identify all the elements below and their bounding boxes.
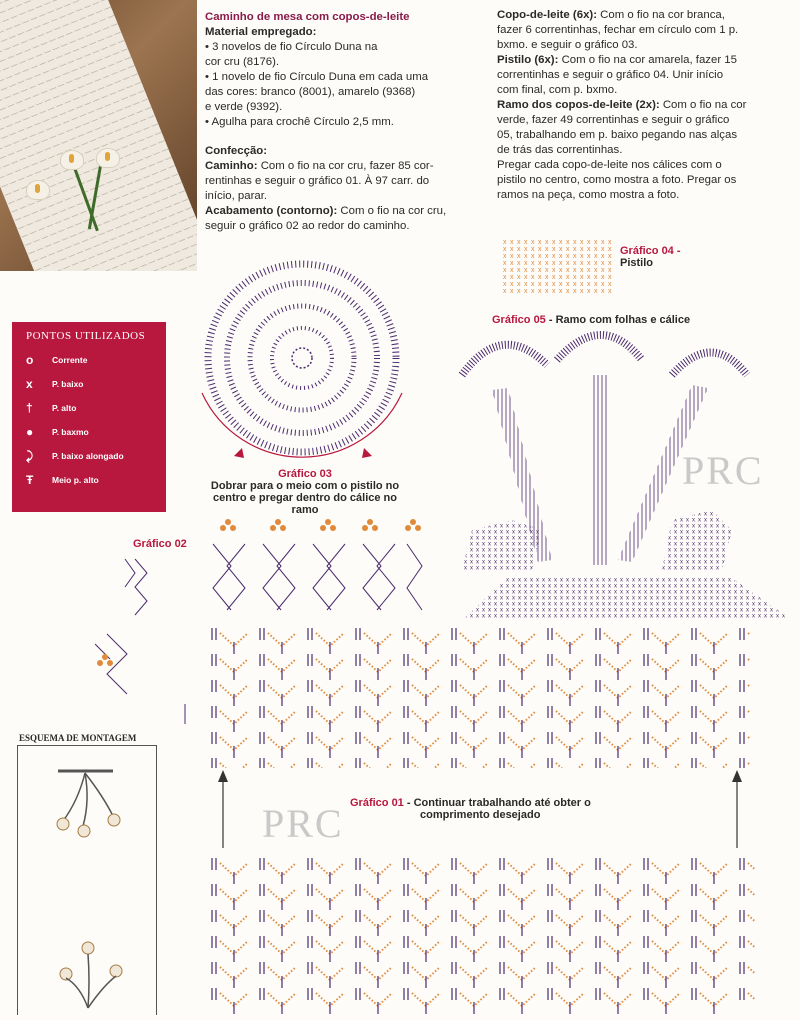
pistilo-text: com final, com p. bxmo. [497, 84, 618, 96]
chart-05-label [492, 314, 690, 326]
material-line: cor cru (8176). [205, 56, 280, 68]
half-double-crochet-icon: Ŧ [26, 473, 34, 487]
chart-03-desc: centro e pregar dentro do cálice no ramo [213, 492, 397, 516]
acabamento-text: seguir o gráfico 02 ao redor do caminho. [205, 220, 410, 232]
copo-text: fazer 6 correntinhas, fechar em círculo com 1 p. [497, 24, 739, 36]
materials-block [205, 10, 490, 234]
material-line: e verde (9392). [205, 101, 283, 113]
assembly-scheme-drawing [18, 746, 156, 1015]
chart-01-upper-grid [210, 628, 750, 768]
confeccao-heading: Confecção: [205, 145, 268, 157]
acabamento-label: Acabamento (contorno): [205, 205, 338, 217]
chart-04-label [620, 245, 681, 269]
caminho-text: início, parar. [205, 190, 268, 202]
chart-05-number: Gráfico 05 [492, 314, 546, 326]
chart-02-number: Gráfico 02 [133, 538, 187, 550]
ramo-text: 05, trabalhando em p. baixo pegando nas alças [497, 129, 738, 141]
chain-stitch-icon: o [26, 353, 34, 367]
pistilo-label: Pistilo (6x): [497, 54, 559, 66]
chart-01-lower-grid [210, 858, 755, 1014]
ramo-text: de trás das correntinhas. [497, 144, 623, 156]
caminho-label: Caminho: [205, 160, 258, 172]
materials-heading: Material empregado: [205, 26, 317, 38]
legend-title: PONTOS UTILIZADOS [26, 330, 146, 342]
chart-01-label [350, 797, 650, 821]
legend-row [26, 372, 166, 396]
legend-label: Meio p. alto [52, 475, 99, 485]
legend-row [26, 396, 166, 420]
chart-03-label [200, 468, 410, 516]
chart-04-pistil-grid [503, 238, 615, 294]
chart-05-desc: - Ramo com folhas e cálice [545, 314, 691, 326]
legend-label: Corrente [52, 355, 88, 365]
ramo-text: verde, fazer 49 correntinhas e seguir o gráfico [497, 114, 730, 126]
chart-01-number: Gráfico 01 [350, 797, 404, 809]
material-line: das cores: branco (8001), amarelo (9368) [205, 86, 416, 98]
stitch-legend [12, 322, 166, 512]
table-runner-photo [0, 0, 197, 271]
legend-row [26, 348, 166, 372]
pistilo-text: correntinhas e seguir o gráfico 04. Unir início [497, 69, 724, 81]
watermark: PRC [262, 801, 344, 846]
legend-label: P. baixo [52, 379, 84, 389]
chart-03-number: Gráfico 03 [278, 468, 332, 480]
pistilo-text: Com o fio na cor amarela, fazer 15 [558, 54, 737, 66]
legend-row [26, 420, 166, 444]
legend-row [26, 468, 166, 492]
copo-text: Com o fio na cor branca, [597, 9, 725, 21]
caminho-text: rentinhas e seguir o gráfico 01. À 97 carr. do [205, 175, 430, 187]
legend-row [26, 444, 166, 468]
material-line: • Agulha para crochê Círculo 2,5 mm. [205, 116, 394, 128]
watermark: PRC [682, 448, 764, 493]
assembly-scheme-title: ESQUEMA DE MONTAGEM [19, 733, 137, 743]
calla-lily-flower [96, 148, 120, 168]
page-title: Caminho de mesa com copos-de-leite [205, 11, 410, 23]
chart-04-number: Gráfico 04 - [620, 245, 681, 257]
assembly-scheme-box [17, 745, 157, 1015]
slip-stitch-icon: ● [26, 425, 34, 439]
material-line: • 1 novelo de fio Círculo Duna em cada uma [205, 71, 429, 83]
legend-label: P. baxmo [52, 427, 89, 437]
instructions-block [497, 8, 797, 203]
double-crochet-icon: † [26, 401, 33, 415]
caminho-text: Com o fio na cor cru, fazer 85 cor- [257, 160, 434, 172]
final-text: pistilo no centro, como mostra a foto. Pregar os [497, 174, 737, 186]
acabamento-text: Com o fio na cor cru, [337, 205, 447, 217]
chart-03-circle-diagram [190, 258, 420, 470]
legend-label: P. alto [52, 403, 77, 413]
chart-04-desc: Pistilo [620, 257, 654, 269]
calla-lily-flower [26, 180, 50, 200]
chart-03-desc: Dobrar para o meio com o pistilo no [210, 480, 400, 492]
calla-lily-flower [60, 150, 84, 170]
copo-text: bxmo. e seguir o gráfico 03. [497, 39, 638, 51]
copo-label: Copo-de-leite (6x): [497, 9, 597, 21]
chart-01-desc: - Continuar trabalhando até obter o [403, 797, 591, 809]
long-single-crochet-icon: ⤸ [26, 448, 34, 463]
legend-label: P. baixo alongado [52, 451, 124, 461]
chart-01-desc: comprimento desejado [420, 809, 541, 821]
ramo-text: Com o fio na cor [659, 99, 747, 111]
single-crochet-icon: x [26, 377, 33, 391]
final-text: Pregar cada copo-de-leite nos cálices com o [497, 159, 722, 171]
ramo-label: Ramo dos copos-de-leite (2x): [497, 99, 660, 111]
material-line: • 3 novelos de fio Círculo Duna na [205, 41, 378, 53]
final-text: ramos na peça, como mostra a foto. [497, 189, 680, 201]
